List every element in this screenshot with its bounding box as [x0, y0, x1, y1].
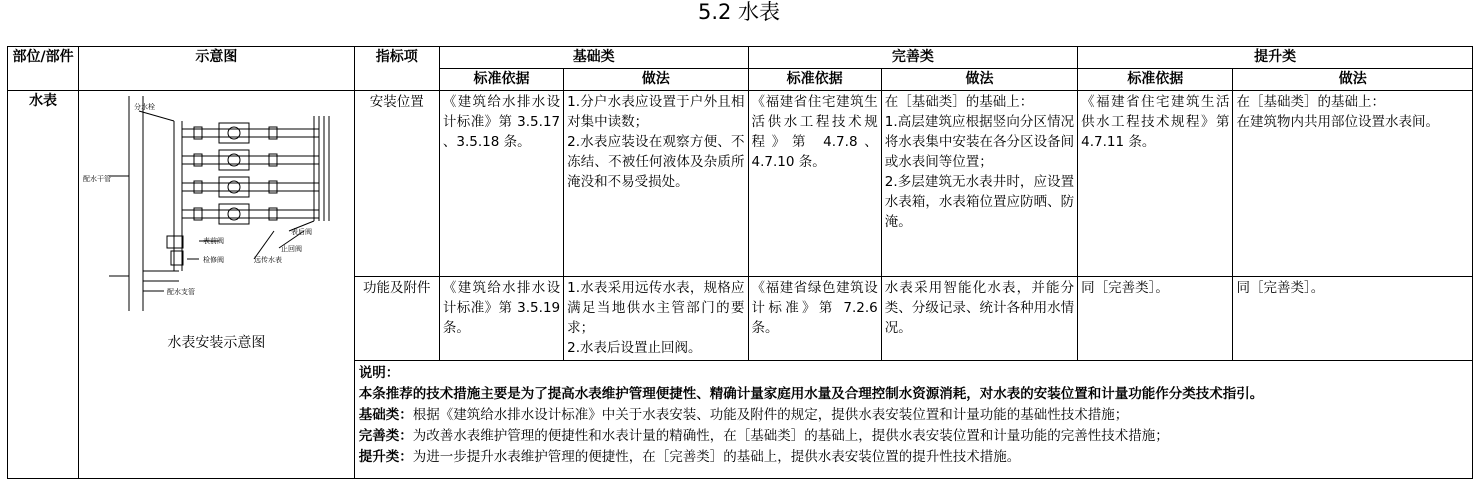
header-enhanced-method: 做法	[1233, 69, 1473, 91]
header-enhanced-basis: 标准依据	[1078, 69, 1233, 91]
enhanced-basis-location: 《福建省住宅建筑生活供水工程技术规程》第 4.7.11 条。	[1078, 91, 1233, 277]
header-improved: 完善类	[748, 47, 1078, 69]
label-inspection-valve: 检修阀	[203, 256, 225, 264]
enhanced-method-function: 同［完善类］。	[1233, 277, 1473, 361]
header-basic-basis: 标准依据	[439, 69, 563, 91]
label-branch-valve: 分水栓	[134, 103, 156, 111]
meter-row-1	[182, 123, 319, 143]
notes-intro: 本条推荐的技术措施主要是为了提高水表维护管理便捷性、精确计量家庭用水量及合理控制水资源消耗，对水表的安装位置和计量功能作分类技术指引。	[358, 386, 1264, 402]
indicator-function: 功能及附件	[354, 277, 439, 361]
header-improved-method: 做法	[881, 69, 1077, 91]
notes-improved-label: 完善类：	[358, 428, 413, 444]
header-part: 部位/部件	[8, 47, 79, 91]
header-diagram: 示意图	[79, 47, 355, 91]
page-title: 5.2 水表	[697, 0, 781, 24]
meter-install-diagram	[79, 91, 354, 321]
notes-cell	[354, 361, 1472, 479]
enhanced-basis-function: 同［完善类］。	[1078, 277, 1233, 361]
part-name: 水表	[8, 91, 79, 479]
enhanced-method-location: 在［基础类］的基础上： 在建筑物内共用部位设置水表间。	[1233, 91, 1473, 277]
label-main-pipe: 配水干管	[83, 175, 112, 183]
notes-enhanced-text: 为进一步提升水表维护管理的便捷性，在［完善类］的基础上，提供水表安装位置的提升性技术措施。	[412, 449, 1021, 465]
table-row	[8, 91, 1473, 277]
label-remote-meter: 远传水表	[254, 256, 283, 264]
notes-improved-text: 为改善水表维护管理的便捷性和水表计量的精确性，在［基础类］的基础上，提供水表安装位置和计量功能的完善性技术措施；	[412, 428, 1169, 444]
indicator-location: 安装位置	[354, 91, 439, 277]
header-basic-method: 做法	[564, 69, 748, 91]
notes-title: 说明：	[358, 365, 400, 381]
diagram-cell	[79, 91, 355, 479]
basic-method-location: 1.分户水表应设置于户外且相对集中读数； 2.水表应装设在观察方便、不冻结、不被任何液体及杂质所淹没和不易受损处。	[564, 91, 748, 277]
header-improved-basis: 标准依据	[748, 69, 881, 91]
improved-method-location: 在［基础类］的基础上： 1.高层建筑应根据竖向分区情况将水表集中安装在各分区设备间或水表间等位置； 2.多层建筑无水表井时，应设置水表箱，水表箱位置应防晒、防淹。	[881, 91, 1077, 277]
label-branch-pipe: 配水支管	[167, 288, 196, 296]
label-front-valve: 表前阀	[203, 237, 225, 245]
basic-basis-location: 《建筑给水排水设计标准》第 3.5.17 、3.5.18 条。	[439, 91, 563, 277]
improved-basis-function: 《福建省绿色建筑设计标准》第 7.2.6 条。	[748, 277, 881, 361]
basic-basis-function: 《建筑给水排水设计标准》第 3.5.19 条。	[439, 277, 563, 361]
header-basic: 基础类	[439, 47, 748, 69]
meter-row-2	[182, 150, 319, 170]
meter-row-3	[182, 177, 319, 197]
diagram-caption: 水表安装示意图	[167, 335, 266, 351]
label-check-valve: 止回阀	[281, 245, 303, 253]
meter-row-4	[182, 204, 319, 224]
improved-basis-location: 《福建省住宅建筑生活供水工程技术规程》第 4.7.8、4.7.10 条。	[748, 91, 881, 277]
improved-method-function: 水表采用智能化水表，并能分类、分级记录、统计各种用水情况。	[881, 277, 1077, 361]
notes-enhanced-label: 提升类：	[358, 449, 413, 465]
basic-method-function: 1.水表采用远传水表，规格应满足当地供水主管部门的要求； 2.水表后设置止回阀。	[564, 277, 748, 361]
header-enhanced: 提升类	[1078, 47, 1473, 69]
spec-table	[7, 46, 1473, 479]
header-indicator: 指标项	[354, 47, 439, 91]
label-rear-valve: 表后阀	[291, 228, 313, 236]
notes-basic-label: 基础类：	[358, 407, 413, 423]
notes-basic-text: 根据《建筑给水排水设计标准》中关于水表安装、功能及附件的规定，提供水表安装位置和计量功能的基础性技术措施；	[412, 407, 1129, 423]
